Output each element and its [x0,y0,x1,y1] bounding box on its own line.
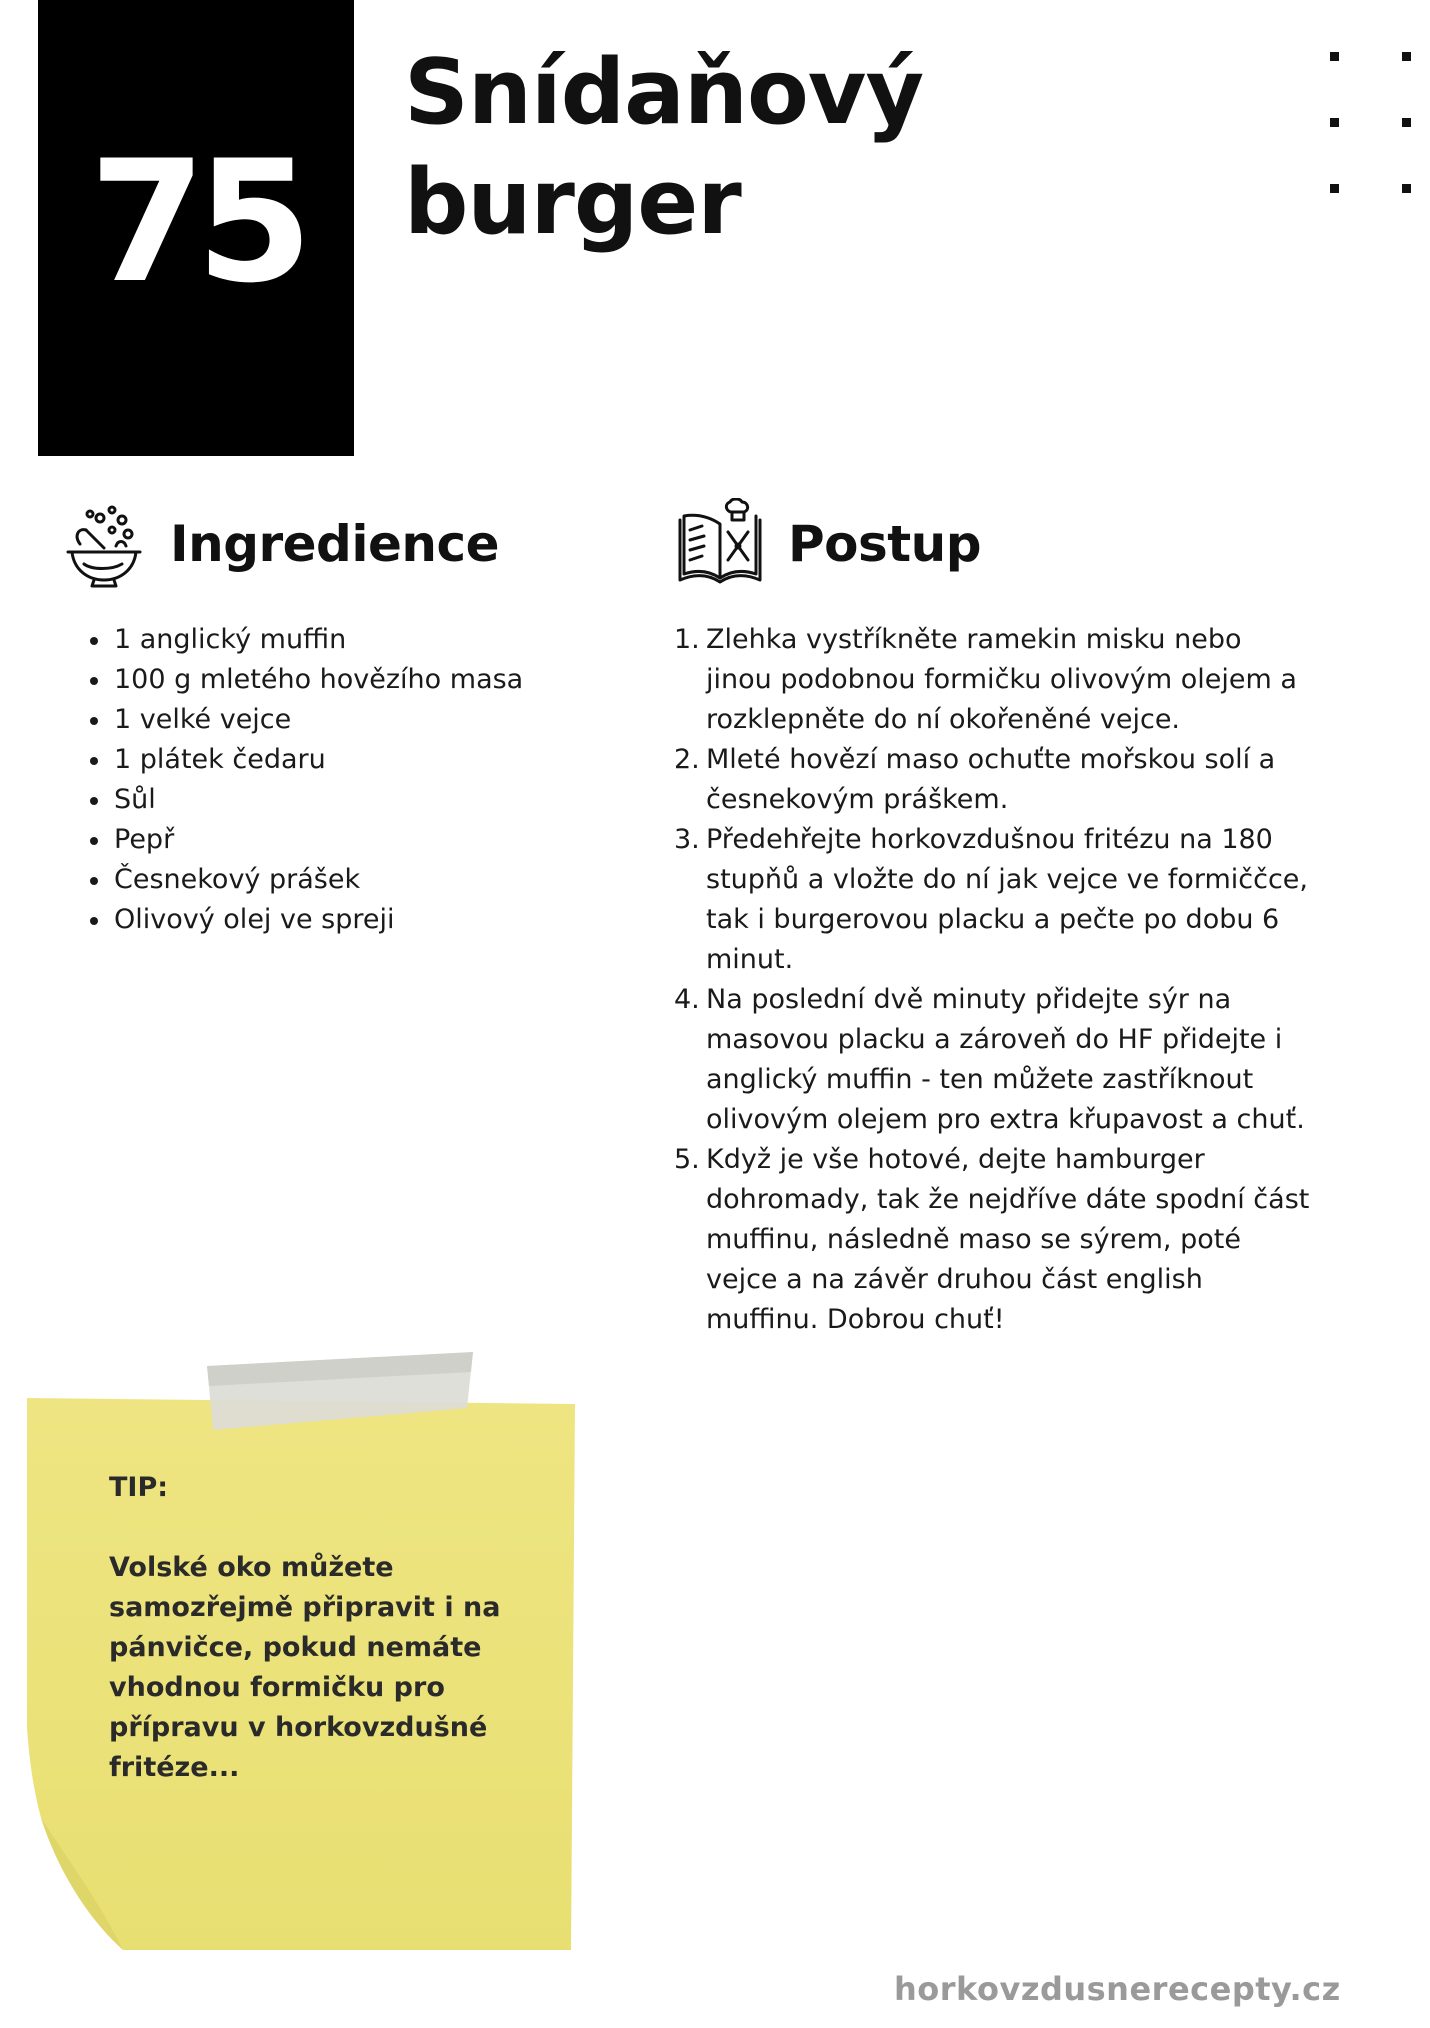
list-item [674,820,1314,980]
method-heading: Postup [788,515,982,573]
list-item [674,1140,1314,1340]
website-link[interactable]: horkovzdusnerecepty.cz [894,1970,1341,2008]
title-line-2: burger [404,150,741,255]
tip-sticky-note [27,1398,577,1954]
tip-content [109,1468,529,1788]
tape-strip [205,1352,475,1430]
step-text: Na poslední dvě minuty přidejte sýr na masovou placku a zároveň do HF přidejte i anglický muffin - ten můžete zastříknout olivovým olejem pro extra křupavost a chuť. [706,984,1305,1135]
recipe-number: 75 [89,124,303,320]
ingredients-header [60,500,499,588]
method-header [674,498,981,590]
step-number: 2. [674,744,700,775]
step-text: Mleté hovězí maso ochuťte mořskou solí a česnekovým práškem. [706,744,1276,815]
salad-bowl-icon [60,500,148,588]
list-item: 1 anglický muffin [88,620,608,660]
list-item [674,980,1314,1140]
list-item: Pepř [88,820,608,860]
method-steps [674,620,1314,1340]
step-number: 3. [674,824,700,855]
ingredients-heading: Ingredience [170,515,500,573]
cookbook-icon [674,498,766,590]
step-text: Předehřejte horkovzdušnou fritézu na 180 stupňů a vložte do ní jak vejce ve formiččce, tak i burgerovou placku a pečte po dobu 6 minut. [706,824,1308,975]
list-item: Česnekový prášek [88,860,608,900]
step-text: Zlehka vystříkněte ramekin misku nebo jinou podobnou formičku olivovým olejem a rozklepněte do ní okořeněné vejce. [706,624,1297,735]
step-number: 4. [674,984,700,1015]
tip-label: TIP: [109,1472,169,1503]
list-item: 1 velké vejce [88,700,608,740]
decorative-dots [1330,52,1420,202]
list-item [674,740,1314,820]
ingredients-list [88,620,608,940]
recipe-number-box [38,0,354,456]
page-title [404,38,1064,258]
list-item: Sůl [88,780,608,820]
list-item: Olivový olej ve spreji [88,900,608,940]
list-item: 1 plátek čedaru [88,740,608,780]
list-item: 100 g mletého hovězího masa [88,660,608,700]
list-item [674,620,1314,740]
step-number: 5. [674,1144,700,1175]
step-number: 1. [674,624,700,655]
step-text: Když je vše hotové, dejte hamburger dohromady, tak že nejdříve dáte spodní část muffinu, následně maso se sýrem, poté vejce a na závěr druhou část english muffinu. Dobrou chuť! [706,1144,1310,1335]
tip-text: Volské oko můžete samozřejmě připravit i na pánvičce, pokud nemáte vhodnou formičku pro přípravu v horkovzdušné fritéze... [109,1552,501,1783]
title-line-1: Snídaňový [404,40,924,145]
